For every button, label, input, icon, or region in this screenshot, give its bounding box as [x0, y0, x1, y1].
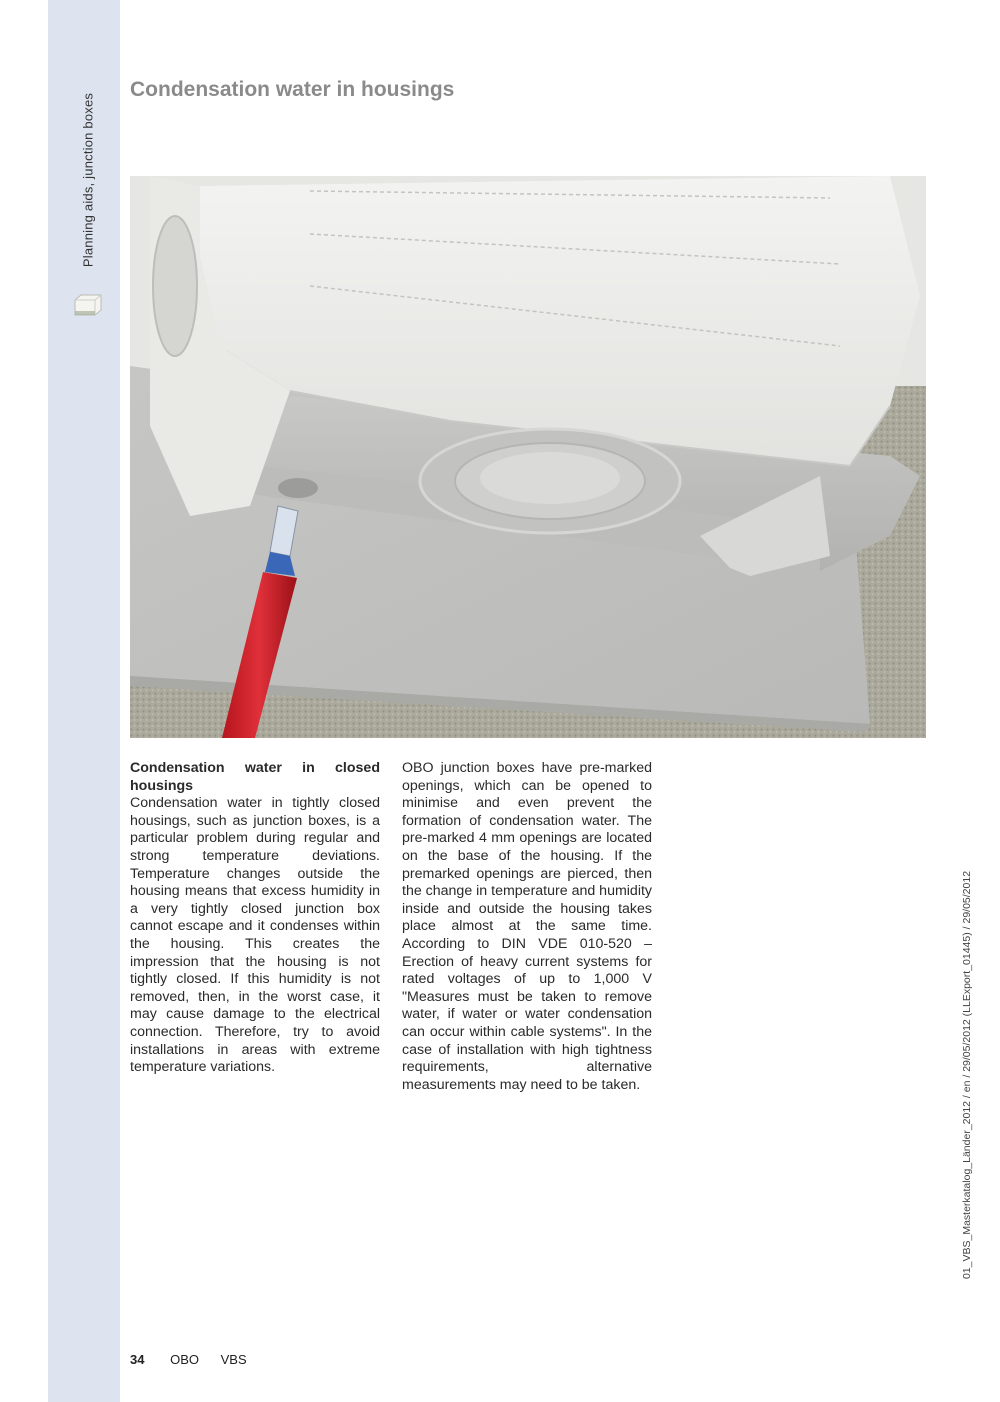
paragraph-right: OBO junction boxes have pre-marked openings, which can be opened to minimise and even prevent the formation of condensation water. The pre-marked 4 mm openings are located on the base of the housing. If the premarked openings are pierced, then the change in temperature and humidity inside and outside the housing takes place almost at the same time. According to DIN VDE 010-520 – Erection of heavy current systems for rated voltages of up to 1,000 V "Measures must be taken to remove water, if water or water condensation can occur within cable systems". In the case of installation with high tightness requirements, alternative measurements may need to be taken.	[402, 760, 653, 1093]
page-footer	[130, 1352, 247, 1367]
section-heading: Condensation water in closed housings	[130, 760, 380, 794]
junction-box-icon	[72, 292, 104, 318]
footer-product: VBS	[220, 1352, 247, 1367]
footer-brand: OBO	[170, 1352, 199, 1367]
page-title: Condensation water in housings	[130, 78, 455, 101]
section-label: Planning aids, junction boxes	[80, 92, 96, 268]
print-metadata: 01_VBS_Masterkatalog_Länder_2012 / en / 29/05/2012 (LLExport_01445) / 29/05/2012	[961, 870, 973, 1280]
page-number: 34	[130, 1352, 145, 1367]
text-column-right	[402, 760, 652, 1094]
paragraph-left: Condensation water in tightly closed housings, such as junction boxes, is a particular problem during regular and strong temperature deviations. Temperature changes outside the housing means that excess humidity in a very tightly closed junction box cannot escape and it condenses within the housing. This creates the impression that the housing is not tightly closed. If this humidity is not removed, then, in the worst case, it may cause damage to the electrical connection. Therefore, try to avoid installations in areas with extreme temperature variations.	[130, 795, 380, 1076]
junction-box-photo	[130, 176, 926, 738]
text-column-left	[130, 760, 380, 1077]
